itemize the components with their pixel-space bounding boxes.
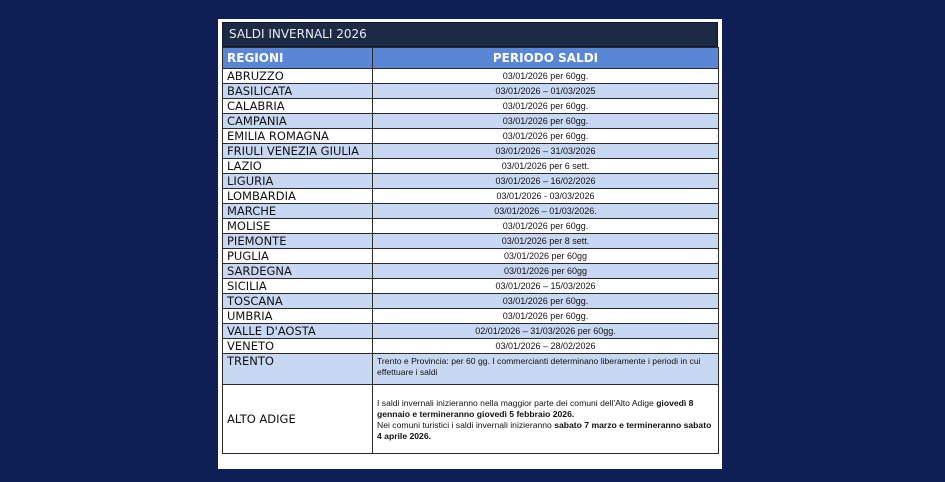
region-cell: EMILIA ROMAGNA	[223, 129, 373, 144]
region-cell: TOSCANA	[223, 294, 373, 309]
region-cell: ABRUZZO	[223, 69, 373, 84]
region-cell: CALABRIA	[223, 99, 373, 114]
table-row	[223, 279, 719, 294]
header-period: PERIODO SALDI	[373, 48, 719, 69]
sales-table-card	[218, 19, 722, 469]
period-cell: 03/01/2026 per 60gg	[373, 264, 719, 279]
table-row-alto-adige	[223, 385, 719, 454]
table-row	[223, 204, 719, 219]
table-row	[223, 144, 719, 159]
period-cell: 03/01/2026 per 60gg.	[373, 294, 719, 309]
region-cell: LIGURIA	[223, 174, 373, 189]
table-row	[223, 114, 719, 129]
period-cell: 03/01/2026 per 8 sett.	[373, 234, 719, 249]
table-body	[223, 69, 719, 454]
region-cell: LAZIO	[223, 159, 373, 174]
table-row	[223, 159, 719, 174]
period-cell: 03/01/2026 per 60gg.	[373, 129, 719, 144]
period-cell: 03/01/2026 – 16/02/2026	[373, 174, 719, 189]
region-cell: SARDEGNA	[223, 264, 373, 279]
table-title: SALDI INVERNALI 2026	[222, 22, 718, 47]
header-region: REGIONI	[223, 48, 373, 69]
region-cell: PIEMONTE	[223, 234, 373, 249]
table-row	[223, 234, 719, 249]
region-cell: VENETO	[223, 339, 373, 354]
table-row	[223, 339, 719, 354]
table-row	[223, 189, 719, 204]
period-cell: 03/01/2026 per 60gg.	[373, 114, 719, 129]
region-cell: MARCHE	[223, 204, 373, 219]
period-cell: 02/01/2026 – 31/03/2026 per 60gg.	[373, 324, 719, 339]
period-cell: 03/01/2026 – 15/03/2026	[373, 279, 719, 294]
region-cell: LOMBARDIA	[223, 189, 373, 204]
period-cell: 03/01/2026 – 01/03/2026.	[373, 204, 719, 219]
table-row	[223, 84, 719, 99]
period-cell: 03/01/2026 – 01/03/2025	[373, 84, 719, 99]
note-bold-text: sabato 7 marzo e termineranno sabato 4 aprile 2026.	[377, 420, 712, 441]
note-text: I saldi invernali inizieranno nella maggior parte dei comuni dell'Alto Adige	[377, 398, 657, 408]
region-cell: SICILIA	[223, 279, 373, 294]
table-row	[223, 324, 719, 339]
period-cell: 03/01/2026 – 28/02/2026	[373, 339, 719, 354]
period-cell: 03/01/2026 per 60gg.	[373, 99, 719, 114]
region-cell: VALLE D'AOSTA	[223, 324, 373, 339]
table-row-trento	[223, 354, 719, 385]
table-row	[223, 249, 719, 264]
region-cell: CAMPANIA	[223, 114, 373, 129]
table-row	[223, 294, 719, 309]
period-cell: 03/01/2026 – 31/03/2026	[373, 144, 719, 159]
table-row	[223, 69, 719, 84]
period-cell: 03/01/2026 per 60gg.	[373, 309, 719, 324]
region-cell: ALTO ADIGE	[223, 385, 373, 454]
sales-table	[222, 47, 719, 454]
region-cell: TRENTO	[223, 354, 373, 385]
region-cell: UMBRIA	[223, 309, 373, 324]
header-row	[223, 48, 719, 69]
region-cell: FRIULI VENEZIA GIULIA	[223, 144, 373, 159]
region-cell: BASILICATA	[223, 84, 373, 99]
table-row	[223, 264, 719, 279]
note-text: Nei comuni turistici i saldi invernali inizieranno	[377, 420, 555, 430]
period-cell: 03/01/2026 per 60gg.	[373, 219, 719, 234]
period-note-alto-adige	[373, 385, 719, 454]
period-cell: 03/01/2026 per 6 sett.	[373, 159, 719, 174]
table-row	[223, 99, 719, 114]
period-cell: 03/01/2026 - 03/03/2026	[373, 189, 719, 204]
period-cell: 03/01/2026 per 60gg.	[373, 69, 719, 84]
table-row	[223, 219, 719, 234]
region-cell: MOLISE	[223, 219, 373, 234]
period-note-trento: Trento e Provincia: per 60 gg. I commercianti determinano liberamente i periodi in cui effettuare i saldi	[373, 354, 719, 385]
table-row	[223, 129, 719, 144]
table-row	[223, 174, 719, 189]
period-cell: 03/01/2026 per 60gg	[373, 249, 719, 264]
note-bold-text: giovedì 8 gennaio e termineranno giovedì 5 febbraio 2026.	[377, 398, 694, 419]
region-cell: PUGLIA	[223, 249, 373, 264]
table-row	[223, 309, 719, 324]
